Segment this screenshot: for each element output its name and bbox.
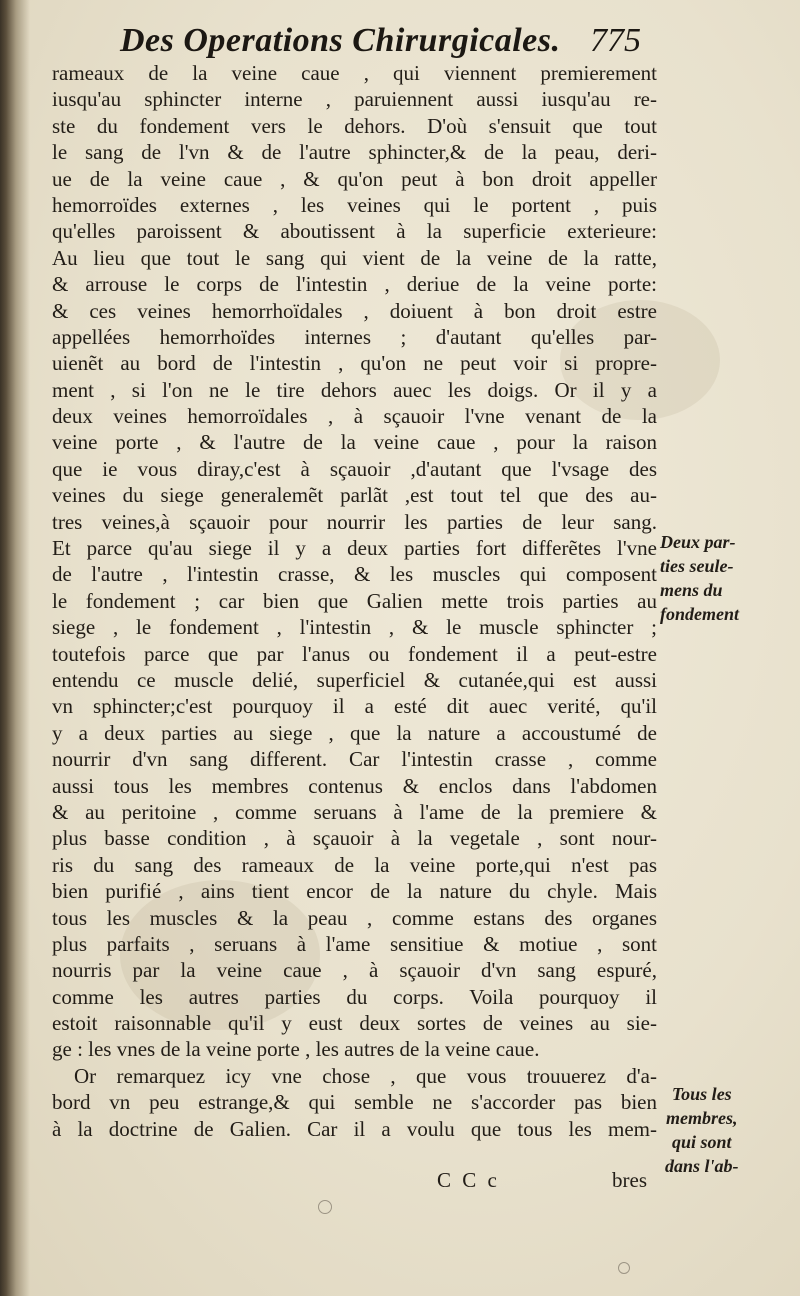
margin-note-fondement [660,530,739,626]
margin-note-line: ties seule- [660,556,734,576]
binding-gutter-shadow [0,0,30,1296]
catchword: bres [612,1168,647,1192]
text-line: Or remarquez icy vne chose , que vous trouuerez d'a- [74,1063,657,1088]
text-line: veine porte , & l'autre de la veine caue , pour la raison [52,430,657,455]
text-line: le fondement ; car bien que Galien mette trois parties au [52,588,657,613]
text-line: à la doctrine de Galien. Car il a voulu que tous les mem- [52,1116,657,1141]
page-number: 775 [590,22,641,59]
text-line: ue de la veine caue , & qu'on peut à bon droit appeller [52,166,657,191]
text-line: bord vn peu estrange,& qui semble ne s'accorder pas bien [52,1090,657,1115]
text-line: qu'elles paroissent & aboutissent à la superficie exterieure: [52,219,657,244]
margin-note-line: Deux par- [660,532,736,552]
page-footer [52,1168,657,1198]
margin-note-line: membres, [666,1108,738,1128]
text-line: comme les autres parties du corps. Voila pourquoy il [52,984,657,1009]
text-line: rameaux de la veine caue , qui viennent premierement [52,61,657,85]
text-line: ste du fondement vers le dehors. D'où s'ensuit que tout [52,113,657,138]
text-line: ge : les vnes de la veine porte , les autres de la veine caue. [52,1037,540,1062]
text-line: veines du siege generalemẽt parlãt ,est tout tel que des au- [52,483,657,508]
text-line: ment , si l'on ne le tire dehors auec les doigs. Or il y a [52,377,657,402]
text-line: appellées hemorrhoïdes internes ; d'autant qu'elles par- [52,324,657,349]
text-line: deux veines hemorroïdales , à sçauoir l'vne venant de la [52,404,657,429]
text-line: & au peritoine , comme seruans à l'ame de la premiere & [52,799,657,824]
text-line: nourrir d'vn sang different. Car l'intestin crasse , comme [52,747,657,772]
margin-note-line: dans l'ab- [665,1156,739,1176]
text-line: uienẽt au bord de l'intestin , qu'on ne peut voir si propre- [52,351,657,376]
paper-wormhole [318,1200,332,1214]
body-text-block [52,60,657,1142]
text-line: & arrouse le corps de l'intestin , deriue de la veine porte: [52,272,657,297]
text-line: & ces veines hemorrhoïdales , doiuent à bon droit estre [52,298,657,323]
text-line: siege , le fondement , l'intestin , & le muscle sphincter ; [52,615,657,640]
text-line: entendu ce muscle delié, superficiel & cutanée,qui est aussi [52,667,657,692]
text-line: plus basse condition , à sçauoir à la vegetale , sont nour- [52,826,657,851]
text-line: ris du sang des rameaux de la veine porte,qui n'est pas [52,852,657,877]
text-line: estoit raisonnable qu'il y eust deux sortes de veines au sie- [52,1011,657,1036]
margin-note-line: mens du [660,580,723,600]
text-line: hemorroïdes externes , les veines qui le portent , puis [52,192,657,217]
text-line: nourris par la veine caue , à sçauoir d'vn sang espuré, [52,958,657,983]
text-line: que ie vous diray,c'est à sçauoir ,d'autant que l'vsage des [52,456,657,481]
text-line: Au lieu que tout le sang qui vient de la veine de la ratte, [52,245,657,270]
signature-mark: C C c [437,1168,500,1192]
text-line: y a deux parties au siege , que la nature a accoustumé de [52,720,657,745]
paper-wormhole [618,1262,630,1274]
text-line: tres veines,à sçauoir pour nourrir les parties de leur sang. [52,509,657,534]
margin-note-line: fondement [660,604,739,624]
running-title: Des Operations Chirurgicales. [120,22,561,59]
text-line: de l'autre , l'intestin crasse, & les muscles qui composent [52,562,657,587]
text-line: Et parce qu'au siege il y a deux parties fort differẽtes l'vne [52,536,657,561]
text-line: iusqu'au sphincter interne , paruiennent aussi iusqu'au re- [52,87,657,112]
text-line: plus parfaits , seruans à l'ame sensitiue & motiue , sont [52,931,657,956]
margin-note-line: Tous les [671,1084,732,1104]
text-line: toutefois parce que par l'anus ou fondement il a peut-estre [52,641,657,666]
text-line: tous les muscles & la peau , comme estans des organes [52,905,657,930]
text-line: aussi tous les membres contenus & enclos dans l'abdomen [52,773,657,798]
margin-note-membres [665,1082,739,1178]
text-line: bien purifié , ains tient encor de la nature du chyle. Mais [52,879,657,904]
text-line: le sang de l'vn & de l'autre sphincter,& de la peau, deri- [52,140,657,165]
text-line: vn sphincter;c'est pourquoy il a esté dit auec verité, qu'il [52,694,657,719]
margin-note-line: qui sont [671,1132,732,1152]
